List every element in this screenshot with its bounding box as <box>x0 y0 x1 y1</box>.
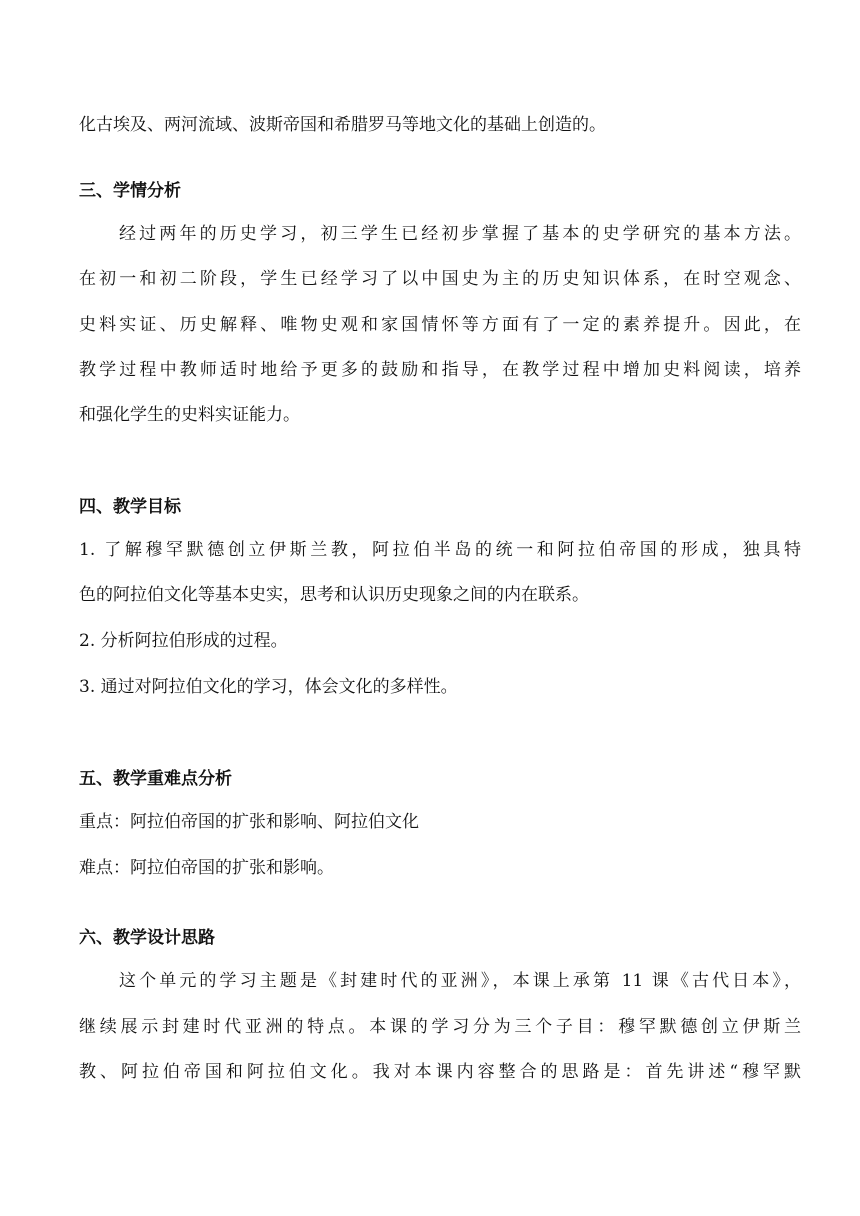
difficult-point-line: 难点：阿拉伯帝国的扩张和影响。 <box>79 858 334 878</box>
paragraph-line: 教、阿拉伯帝国和阿拉伯文化。我对本课内容整合的思路是：首先讲述“穆罕默 <box>79 1062 801 1082</box>
paragraph-line: 这个单元的学习主题是《封建时代的亚洲》，本课上承第 11 课《古代日本》， <box>119 971 801 991</box>
goal-item-1-line-2: 色的阿拉伯文化等基本史实，思考和认识历史现象之间的内在联系。 <box>79 585 589 605</box>
section-heading-design-ideas: 六、教学设计思路 <box>79 928 215 948</box>
paragraph-line: 经过两年的历史学习，初三学生已经初步掌握了基本的史学研究的基本方法。 <box>119 224 801 244</box>
section-heading-teaching-goals: 四、教学目标 <box>79 497 181 517</box>
paragraph-line: 教学过程中教师适时地给予更多的鼓励和指导，在教学过程中增加史料阅读，培养 <box>79 360 801 380</box>
paragraph-line: 和强化学生的史料实证能力。 <box>79 405 300 425</box>
section-heading-learning-analysis: 三、学情分析 <box>79 181 181 201</box>
goal-item-2: 2. 分析阿拉伯形成的过程。 <box>79 631 288 651</box>
intro-line-1: 化古埃及、两河流域、波斯帝国和希腊罗马等地文化的基础上创造的。 <box>79 115 606 135</box>
section-heading-key-points: 五、教学重难点分析 <box>79 769 232 789</box>
goal-item-1-line-1: 1. 了解穆罕默德创立伊斯兰教，阿拉伯半岛的统一和阿拉伯帝国的形成，独具特 <box>79 540 801 560</box>
paragraph-line: 在初一和初二阶段，学生已经学习了以中国史为主的历史知识体系，在时空观念、 <box>79 269 801 289</box>
goal-item-3: 3. 通过对阿拉伯文化的学习，体会文化的多样性。 <box>79 677 458 697</box>
paragraph-line: 史料实证、历史解释、唯物史观和家国情怀等方面有了一定的素养提升。因此，在 <box>79 315 801 335</box>
paragraph-line: 继续展示封建时代亚洲的特点。本课的学习分为三个子目：穆罕默德创立伊斯兰 <box>79 1017 801 1037</box>
key-point-line: 重点：阿拉伯帝国的扩张和影响、阿拉伯文化 <box>79 812 419 832</box>
